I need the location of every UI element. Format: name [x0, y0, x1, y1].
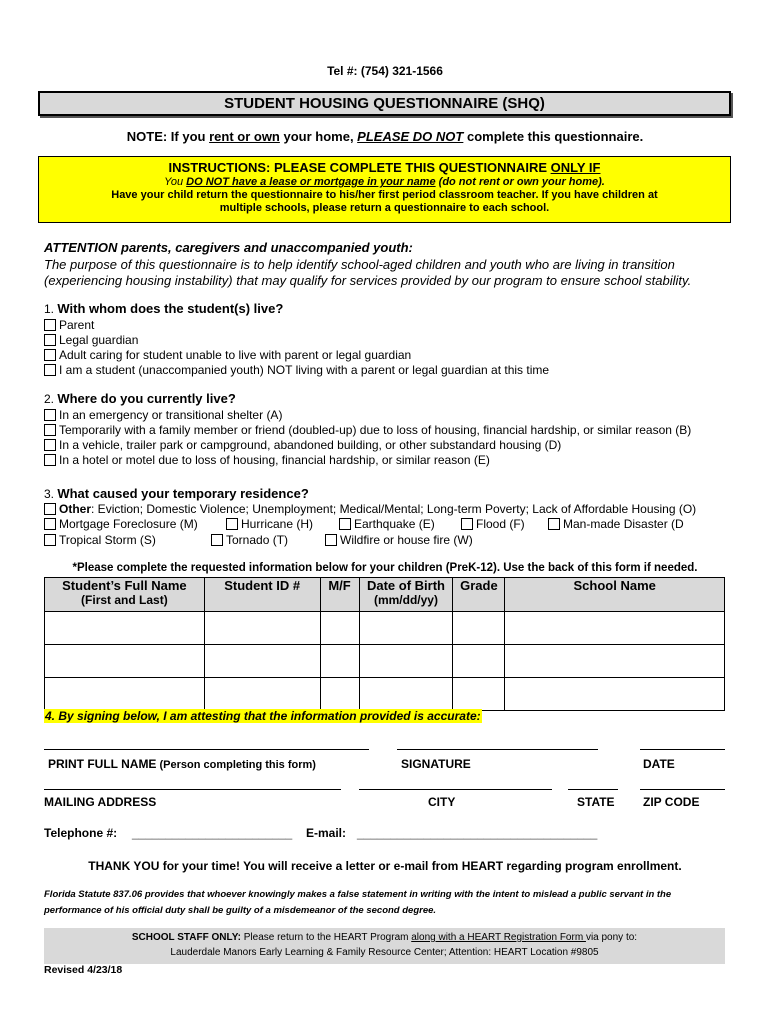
checkbox[interactable] [44, 503, 56, 515]
page-title: STUDENT HOUSING QUESTIONNAIRE (SHQ) [38, 91, 731, 116]
q1-heading [44, 301, 283, 316]
cell[interactable] [505, 645, 725, 678]
option-label: Legal guardian [59, 333, 139, 347]
table-row[interactable] [45, 678, 725, 711]
note [0, 129, 770, 144]
col-header-student-id: Student ID # [204, 578, 320, 612]
checkbox[interactable] [44, 454, 56, 466]
q1-option-adult-caring[interactable] [44, 348, 411, 362]
state-label: STATE [577, 795, 615, 809]
other-text: : Eviction; Domestic Violence; Unemployment; Medical/Mental; Long-term Poverty; Lack of Affordable Housing (O) [91, 502, 697, 516]
q3-number: 3. [44, 487, 58, 501]
checkbox[interactable] [461, 518, 473, 530]
checkbox[interactable] [44, 319, 56, 331]
revised-date: Revised 4/23/18 [44, 964, 123, 976]
attest-statement: 4. By signing below, I am attesting that the information provided is accurate: [45, 709, 481, 723]
note-suffix: complete this questionnaire. [463, 129, 644, 144]
staff-line2: Lauderdale Manors Early Learning & Family Resource Center; Attention: HEART Location #9805 [170, 947, 599, 958]
telephone-field[interactable]: ________________________ [132, 826, 293, 840]
q3-option-wildfire[interactable] [325, 533, 473, 547]
cell[interactable] [453, 612, 505, 645]
email-field[interactable]: ____________________________________ [357, 826, 598, 840]
city-line[interactable] [359, 789, 552, 790]
option-label: In an emergency or transitional shelter (A) [59, 408, 283, 422]
date-line[interactable] [640, 749, 725, 750]
q2-option-hotel[interactable] [44, 453, 490, 467]
q3-option-foreclosure[interactable] [44, 517, 198, 531]
option-label: Man-made Disaster (D [563, 517, 684, 531]
city-label: CITY [428, 795, 456, 809]
instructions-box [38, 156, 731, 223]
thank-you-message: THANK YOU for your time! You will receive a letter or e-mail from HEART regarding program enrollment. [88, 859, 682, 873]
table-note: *Please complete the requested information below for your children (PreK-12). Use the back of this form if needed. [72, 562, 698, 574]
cell[interactable] [320, 645, 359, 678]
children-table [44, 577, 725, 711]
q1-question: With whom does the student(s) live? [57, 301, 284, 316]
tel-number: Tel #: (754) 321-1566 [327, 64, 443, 78]
date-label: DATE [643, 757, 675, 771]
q3-option-tornado[interactable] [211, 533, 288, 547]
q1-option-unaccompanied[interactable] [44, 363, 549, 377]
cell[interactable] [204, 678, 320, 711]
zip-line[interactable] [640, 789, 725, 790]
checkbox[interactable] [211, 534, 223, 546]
print-name-line[interactable] [44, 749, 369, 750]
col-header-school: School Name [505, 578, 725, 612]
print-name-label: PRINT FULL NAME (Person completing this form) [48, 757, 316, 771]
note-middle: your home, [279, 129, 358, 144]
instructions-line3: Have your child return the questionnaire to his/her first period classroom teacher. If you have children at [111, 189, 658, 201]
statute-line1: Florida Statute 837.06 provides that whoever knowingly makes a false statement in writing with the intent to mislead a public servant in the [44, 889, 672, 900]
option-label: Hurricane (H) [241, 517, 314, 531]
checkbox[interactable] [339, 518, 351, 530]
table-header-row [45, 578, 725, 612]
checkbox[interactable] [226, 518, 238, 530]
col-header-grade: Grade [453, 578, 505, 612]
instructions-prefix: INSTRUCTIONS: PLEASE COMPLETE THIS QUESTIONNAIRE [168, 160, 551, 175]
note-prefix: NOTE: If you [126, 129, 210, 144]
cell[interactable] [453, 678, 505, 711]
col-header-dob: Date of Birth (mm/dd/yy) [359, 578, 453, 612]
q3-question: What caused your temporary residence? [57, 486, 309, 501]
col-header-name: Student’s Full Name (First and Last) [45, 578, 205, 612]
mailing-address-label: MAILING ADDRESS [44, 795, 157, 809]
checkbox[interactable] [44, 364, 56, 376]
cell[interactable] [359, 678, 453, 711]
option-label: In a vehicle, trailer park or campground, abandoned building, or other substandard housing (D) [59, 438, 562, 452]
q2-number: 2. [44, 392, 58, 406]
q2-option-shelter[interactable] [44, 408, 282, 422]
registration-form-link[interactable]: along with a HEART Registration Form [411, 932, 586, 943]
instructions-no-lease: DO NOT have a lease or mortgage in your name [186, 176, 436, 188]
option-label: Flood (F) [476, 517, 525, 531]
cell[interactable] [505, 612, 725, 645]
option-label: Tropical Storm (S) [59, 533, 156, 547]
telephone-label: Telephone #: [44, 826, 118, 840]
q3-option-tropical-storm[interactable] [44, 533, 156, 547]
q2-option-doubled-up[interactable] [44, 423, 691, 437]
checkbox[interactable] [44, 518, 56, 530]
checkbox[interactable] [44, 534, 56, 546]
col-header-gender: M/F [320, 578, 359, 612]
option-label: Earthquake (E) [354, 517, 435, 531]
cell[interactable] [453, 645, 505, 678]
q1-number: 1. [44, 302, 58, 316]
attention-line1: The purpose of this questionnaire is to help identify school-aged children and youth who are living in transition [44, 257, 675, 272]
attention-heading: ATTENTION parents, caregivers and unaccompanied youth: [44, 240, 413, 255]
instructions-no-lease-note: (do not rent or own your home). [435, 176, 605, 188]
mailing-address-line[interactable] [44, 789, 341, 790]
cell[interactable] [204, 645, 320, 678]
cell[interactable] [505, 678, 725, 711]
cell[interactable] [359, 645, 453, 678]
option-label: Mortgage Foreclosure (M) [59, 517, 198, 531]
option-label: Wildfire or house fire (W) [340, 533, 473, 547]
cell[interactable] [204, 612, 320, 645]
table-row[interactable] [45, 645, 725, 678]
q1-option-parent[interactable] [44, 318, 94, 332]
q2-option-vehicle[interactable] [44, 438, 561, 452]
staff-text: Please return to the HEART Program [240, 932, 412, 943]
instructions-line1 [39, 160, 730, 175]
other-label: Other [59, 502, 92, 516]
email-label: E-mail: [306, 826, 347, 840]
q3-option-hurricane[interactable] [226, 517, 313, 531]
cell[interactable] [320, 612, 359, 645]
cell[interactable] [45, 612, 205, 645]
q3-option-earthquake[interactable] [339, 517, 435, 531]
checkbox[interactable] [44, 409, 56, 421]
q3-option-man-made[interactable] [548, 517, 684, 531]
q2-heading [44, 391, 236, 406]
attention-line2: (experiencing housing instability) that may qualify for services provided by our program to ensure school stability. [44, 273, 692, 288]
staff-text-2: via pony to: [585, 932, 638, 943]
option-label: In a hotel or motel due to loss of housing, financial hardship, or similar reason (E) [59, 453, 490, 467]
note-please-not: PLEASE DO NOT [357, 129, 464, 144]
q3-option-other[interactable] [44, 502, 696, 516]
staff-line1 [44, 932, 725, 943]
cell[interactable] [359, 612, 453, 645]
checkbox[interactable] [44, 424, 56, 436]
instructions-line2 [39, 176, 730, 188]
table-row[interactable] [45, 612, 725, 645]
signature-line[interactable] [397, 749, 598, 750]
zip-label: ZIP CODE [643, 795, 700, 809]
note-rent-own: rent or own [209, 129, 280, 144]
cell[interactable] [320, 678, 359, 711]
school-staff-box [44, 928, 725, 964]
instructions-line4: multiple schools, please return a questionnaire to each school. [219, 202, 550, 214]
checkbox[interactable] [44, 349, 56, 361]
checkbox[interactable] [548, 518, 560, 530]
q2-question: Where do you currently live? [57, 391, 236, 406]
instructions-you: You [164, 176, 187, 188]
checkbox[interactable] [44, 439, 56, 451]
q3-heading [44, 486, 309, 501]
signature-label: SIGNATURE [401, 757, 471, 771]
option-label: Temporarily with a family member or friend (doubled-up) due to loss of housing, financial hardship, or similar reason (B) [59, 423, 692, 437]
checkbox[interactable] [44, 334, 56, 346]
staff-label: SCHOOL STAFF ONLY: [131, 932, 241, 943]
option-label: Adult caring for student unable to live with parent or legal guardian [59, 348, 412, 362]
cell[interactable] [45, 678, 205, 711]
checkbox[interactable] [325, 534, 337, 546]
q1-option-legal-guardian[interactable] [44, 333, 138, 347]
option-label: Parent [59, 318, 95, 332]
cell[interactable] [45, 645, 205, 678]
q3-option-flood[interactable] [461, 517, 525, 531]
statute-line2: performance of his official duty shall be guilty of a misdemeanor of the second degree. [44, 905, 437, 916]
option-label: Tornado (T) [226, 533, 289, 547]
option-label: I am a student (unaccompanied youth) NOT living with a parent or legal guardian at this time [59, 363, 550, 377]
instructions-only-if: ONLY IF [550, 160, 601, 175]
state-line[interactable] [568, 789, 618, 790]
